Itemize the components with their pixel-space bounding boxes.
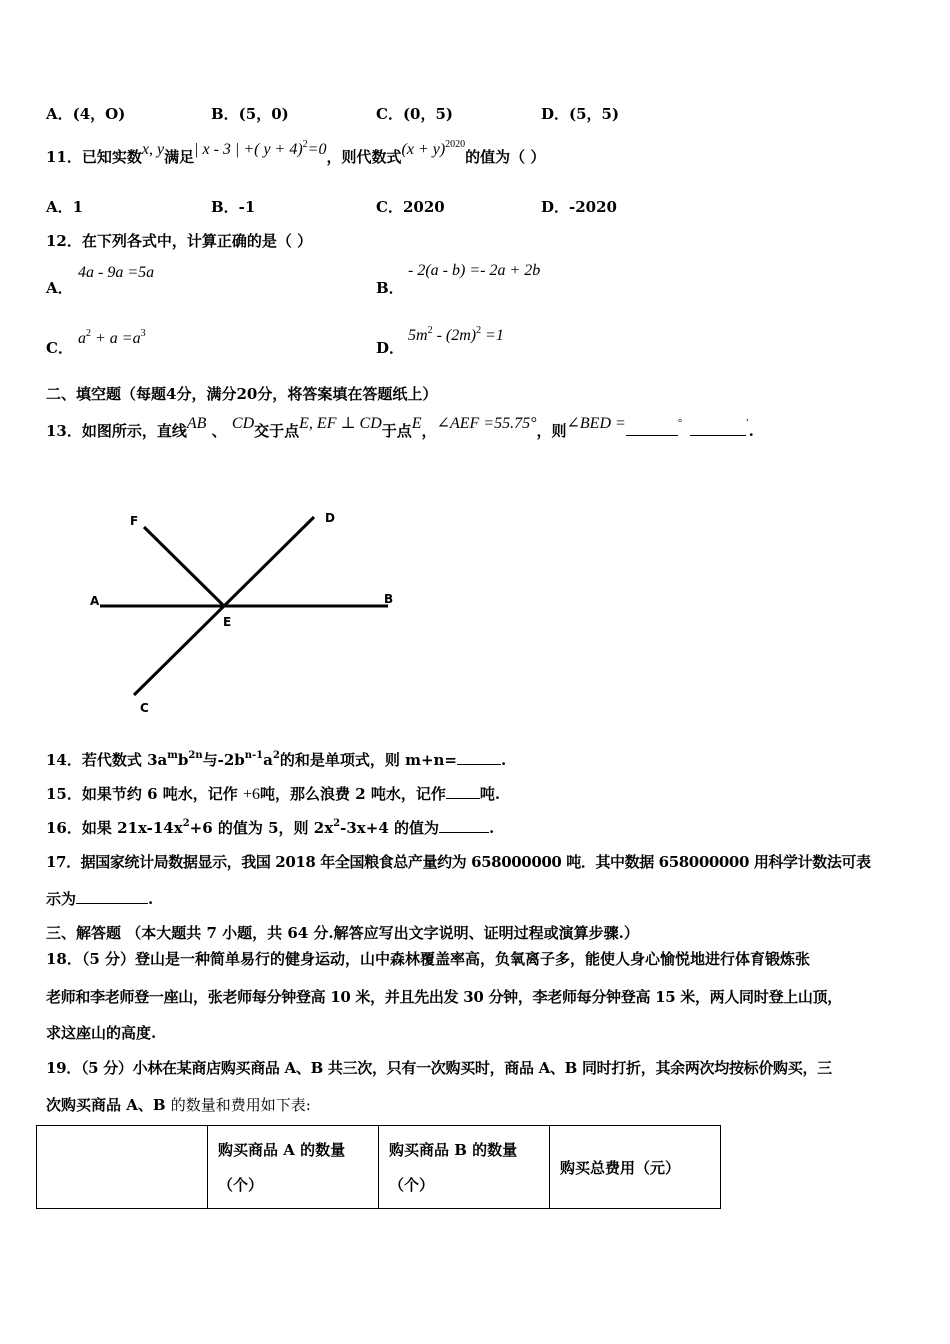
label-a: A: [90, 594, 100, 608]
q12-option-b-label: B．: [376, 279, 404, 297]
table-row: [37, 1126, 721, 1209]
table-cell-empty: [37, 1126, 208, 1209]
q11-option-c: C．2020: [376, 198, 445, 216]
q13-figure: [80, 505, 410, 720]
q18-line-2: 老师和李老师登一座山，张老师每分钟登高 10 米，并且先出发 30 分钟，李老师每分钟登高 15 米，两人同时登上山顶，: [46, 988, 842, 1006]
q11-option-a: A．1: [46, 198, 84, 216]
q19-line-1: 19．（5 分）小林在某商店购买商品 A、B 共三次，只有一次购买时，商品 A、B 同时打折，其余两次均按标价购买，三: [46, 1059, 832, 1077]
q12-option-a-expr: 4a - 9a =5a: [78, 264, 155, 281]
q11-option-b: B．-1: [211, 198, 256, 216]
q12-option-d-label: D．: [376, 339, 405, 357]
q13-minute-blank[interactable]: [690, 421, 746, 436]
q15-stem: 15．如果节约 6 吨水，记作 +6吨，那么浪费 2 吨水，记作 吨.: [46, 785, 501, 803]
q15-answer-blank[interactable]: [446, 784, 480, 799]
q19-table: [36, 1125, 721, 1209]
table-header-qty-a: 购买商品 A 的数量 （个）: [208, 1126, 379, 1209]
q13-degree-blank[interactable]: [626, 421, 678, 436]
q16-stem: 16．如果 $21x-14x^2+6$ 的值为 5，则 $2x^2-3x+4$ 的值为 .: [46, 818, 495, 837]
q17-line-2: 示为 .: [46, 890, 154, 908]
table-header-qty-b: 购买商品 B 的数量 （个）: [379, 1126, 550, 1209]
q17-answer-blank[interactable]: [76, 889, 148, 904]
q12-option-b-expr: - 2(a - b) =- 2a + 2b: [408, 262, 541, 279]
label-b: B: [384, 592, 394, 606]
q18-line-3: 求这座山的高度.: [46, 1024, 157, 1042]
q14-answer-blank[interactable]: [457, 750, 501, 765]
q12-option-c-expr: $a^2 + a =a^3$: [78, 328, 146, 347]
section-3-heading: 三、解答题 （本大题共 7 小题，共 64 分.解答应写出文字说明、证明过程或演算步骤.）: [46, 924, 639, 942]
q14-stem: 14．若代数式 $3a^mb^{2n}$与$-2b^{n-1}a^2$的和是单项式，则 m+n= .: [46, 750, 507, 769]
section-2-heading: 二、填空题（每题4分，满分20分，将答案填在答题纸上）: [46, 385, 438, 403]
q17-line-1: 17．据国家统计局数据显示，我国 2018 年全国粮食总产量约为 658000000 吨．其中数据 658000000 用科学计数法可表: [46, 853, 871, 871]
label-c: C: [140, 701, 149, 715]
label-d: D: [325, 511, 335, 525]
q10-option-d: D．(5，5): [541, 105, 620, 123]
label-f: F: [130, 514, 139, 528]
q11-option-d: D．-2020: [541, 198, 617, 216]
q10-option-c: C．(0，5): [376, 105, 454, 123]
q12-option-d-expr: $5m^2 - (2m)^2 =1$: [408, 325, 504, 344]
q11-stem: 11．已知实数x, y满足| x - 3 | +( y + 4)$^2$=0，则代数式$(x + y)^{2020}$的值为（ ）: [46, 139, 546, 166]
q10-option-b: B．(5，0): [211, 105, 289, 123]
line-ef: [144, 527, 224, 606]
q16-answer-blank[interactable]: [439, 818, 489, 833]
q18-line-1: 18．（5 分）登山是一种简单易行的健身运动，山中森林覆盖率高，负氧离子多，能使人身心愉悦地进行体育锻炼张: [46, 950, 811, 968]
q19-line-2: 次购买商品 A、B 的数量和费用如下表:: [46, 1096, 311, 1114]
q12-stem: 12．在下列各式中，计算正确的是（ ）: [46, 232, 313, 250]
q12-option-c-label: C．: [46, 339, 73, 357]
table-header-total-cost: 购买总费用（元）: [550, 1126, 721, 1209]
label-e: E: [223, 615, 232, 629]
q10-option-a: A．(4，O): [46, 105, 126, 123]
q13-stem: 13．如图所示，直线AB 、 CD交于点E, EF ⊥ CD于点E，∠AEF =55.75°，则∠BED = ° ′.: [46, 415, 754, 440]
q12-option-a-label: A．: [46, 279, 73, 297]
